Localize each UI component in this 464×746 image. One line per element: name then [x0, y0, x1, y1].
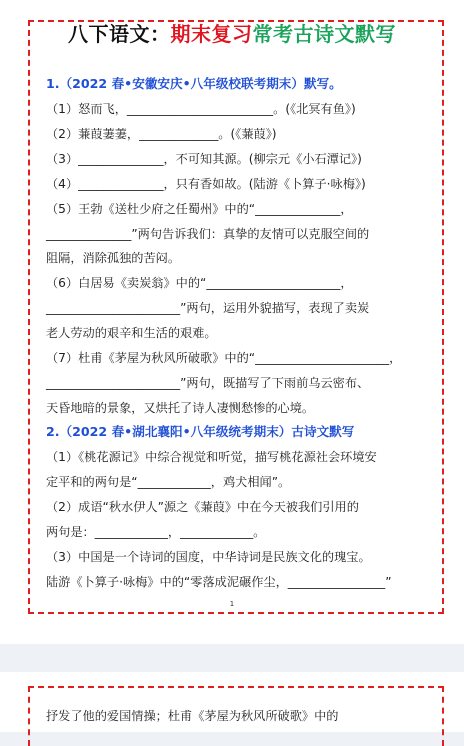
question-1-item-6: （6）白居易《卖炭翁》中的“______________________，	[46, 276, 353, 290]
question-2-item-2-cont: 两句是：____________，____________。	[46, 525, 266, 539]
title-grade: 八下语文：	[68, 22, 171, 46]
question-2-item-1-cont: 定平和的两句是“____________，鸡犬相闻”。	[46, 475, 291, 489]
question-2-item-3-cont: 陆游《卜算子·咏梅》中的“零落成泥碾作尘，________________”	[46, 575, 392, 589]
question-1-item-4: （4）______________，只有香如故。(陆游《卜算子·咏梅》)	[46, 177, 366, 191]
question-2-item-1: （1）《桃花源记》中综合视觉和听觉，描写桃花源社会环境安	[46, 450, 377, 464]
question-1-item-3: （3）______________，不可知其源。(柳宗元《小石潭记》)	[46, 152, 362, 166]
question-1-item-2: （2）蒹葭萋萋，_____________。(《蒹葭》)	[46, 127, 277, 141]
page-title	[0, 18, 464, 47]
question-1-item-5-end: 阻隔，消除孤独的苦闷。	[46, 251, 181, 265]
question-1-heading: 1.（2022 春•安徽安庆•八年级校联考期末）默写。	[46, 76, 342, 91]
question-1-item-5: （5）王勃《送杜少府之任蜀州》中的“______________，	[46, 202, 353, 216]
question-1-item-6-cont: ______________________”两句，运用外貌描写，表现了卖炭	[46, 301, 370, 315]
page-2-first-line: 抒发了他的爱国情操；杜甫《茅屋为秋风所破歌》中的	[46, 709, 339, 723]
question-1-item-7-cont: ______________________”两句，既描写了下雨前乌云密布、	[46, 376, 370, 390]
question-2-item-2: （2）成语“秋水伊人”源之《蒹葭》中在今天被我们引用的	[46, 500, 359, 514]
question-1-item-6-end: 老人劳动的艰辛和生活的艰难。	[46, 326, 217, 340]
title-topic: 常考古诗文默写	[252, 22, 396, 46]
title-review: 期末复习	[170, 22, 253, 46]
question-2-item-3: （3）中国是一个诗词的国度，中华诗词是民族文化的瑰宝。	[46, 550, 371, 564]
question-1-item-7: （7）杜甫《茅屋为秋风所破歌》中的“______________________，	[46, 351, 402, 365]
question-2-heading: 2.（2022 春•湖北襄阳•八年级统考期末）古诗文默写	[46, 424, 355, 439]
question-1-item-5-cont: ______________”两句告诉我们：真挚的友情可以克服空间的	[46, 227, 370, 241]
question-1-item-7-end: 天昏地暗的景象，又烘托了诗人凄恻愁惨的心境。	[46, 401, 315, 415]
question-1-item-1: （1）怒而飞，________________________。(《北冥有鱼》)	[46, 102, 356, 116]
page-number: 1	[229, 600, 235, 608]
